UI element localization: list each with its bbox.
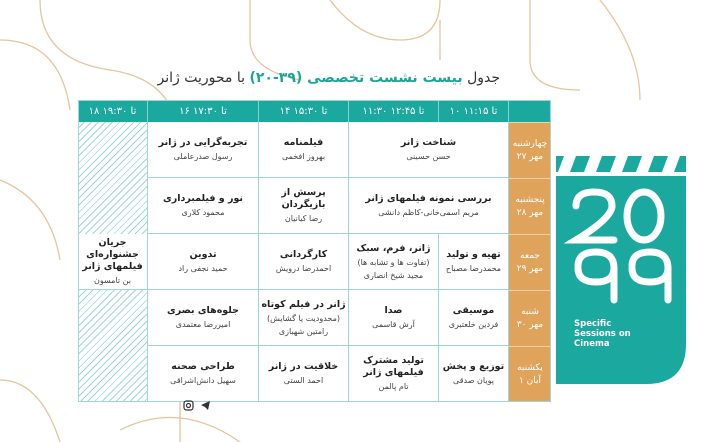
session-cell	[349, 346, 439, 402]
title-prefix: جدول	[467, 70, 500, 86]
day-label	[509, 290, 551, 346]
time-header: ۱۰ تا ۱۱:۱۵	[439, 100, 509, 122]
session-speaker: امیررضا معتمدی	[175, 320, 231, 329]
day-label	[509, 234, 551, 290]
session-cell	[148, 346, 259, 402]
session-title: صدا	[384, 305, 403, 316]
session-cell	[439, 234, 509, 290]
session-title: تهیه و تولید	[446, 249, 501, 260]
session-speaker: رسول صدرعاملی	[173, 152, 233, 161]
session-speaker: محمدرضا مصباح	[445, 264, 502, 273]
day-date: ۲۹ مهر	[516, 263, 544, 274]
day-label	[509, 122, 551, 178]
session-cell	[439, 346, 509, 402]
session-cell	[78, 234, 148, 290]
session-speaker: رضا کیانیان	[284, 214, 323, 223]
day-name: پنجشنبه	[515, 194, 545, 205]
social-links	[183, 400, 211, 411]
session-title: ژانر در فیلم کوتاه	[261, 298, 346, 310]
day-label	[509, 178, 551, 234]
day-date: ۱ آبان	[518, 375, 542, 386]
session-speaker: تام پالمن	[378, 382, 409, 391]
session-title: توزیع و پخش	[442, 361, 505, 372]
session-cell	[259, 178, 349, 234]
session-cell	[349, 178, 509, 234]
session-title: نور و فیلمبرداری	[163, 193, 243, 204]
session-title: ژانر، فرم، سبک	[356, 242, 431, 254]
session-speaker: آرش قاسمی	[372, 320, 415, 329]
page-title	[120, 70, 500, 92]
time-header: ۱۶ تا ۱۷:۳۰	[148, 100, 259, 122]
session-title: جریان جشنواره‌ای فیلمهای ژانر	[82, 237, 143, 272]
session-speaker: مریم اسمی‌خانی-کاظم دانشی	[378, 208, 479, 217]
session-title: تدوین	[189, 249, 217, 260]
session-title: پرسش از بازیگردان	[281, 187, 326, 210]
time-header: ۱۴ تا ۱۵:۳۰	[259, 100, 349, 122]
instagram-icon[interactable]	[183, 400, 194, 411]
session-speaker: حمید نجفی راد	[178, 264, 228, 273]
day-name: جمعه	[520, 250, 540, 261]
session-cell	[148, 234, 259, 290]
session-speaker: مجید شیخ انصاری	[363, 270, 424, 280]
day-date: ۳۰ مهر	[516, 319, 544, 330]
corner-header	[509, 100, 551, 122]
session-cell	[259, 122, 349, 178]
session-speaker: احمد الستی	[283, 376, 324, 385]
session-speaker: سهیل دانش‌اشراقی	[170, 376, 236, 385]
logo-caption	[574, 319, 631, 349]
day-name: شنبه	[521, 306, 539, 317]
session-title: موسیقی	[452, 305, 495, 316]
session-cell	[148, 290, 259, 346]
session-title: فیلمنامه	[283, 137, 324, 148]
session-title: بررسی نمونه فیلمهای ژانر	[365, 193, 492, 204]
session-speaker: رامتین شهبازی	[278, 326, 329, 336]
session-subtitle: (محدودیت یا گشایش)	[267, 313, 340, 323]
day-label	[509, 346, 551, 402]
session-cell	[259, 346, 349, 402]
schedule-table	[78, 100, 551, 402]
session-speaker: احمدرضا درویش	[275, 264, 332, 273]
session-cell	[349, 290, 439, 346]
session-title: تجربه‌گرایی در ژانر	[158, 137, 248, 148]
session-cell	[349, 234, 439, 290]
session-cell	[259, 290, 349, 346]
day-date: ۲۷ مهر	[516, 151, 544, 162]
session-speaker: پویان صدقی	[453, 376, 494, 385]
session-cell	[148, 178, 259, 234]
logo-line: Cinema	[574, 339, 610, 349]
session-subtitle: (تفاوت ها و تشابه ها)	[357, 257, 430, 267]
session-cell	[439, 290, 509, 346]
session-speaker: محمود کلاری	[181, 208, 225, 217]
session-speaker: بهروز افخمی	[281, 152, 326, 161]
session-cell	[259, 234, 349, 290]
logo-line: Sessions on	[574, 329, 631, 339]
session-title: طراحی صحنه	[171, 361, 235, 372]
logo-line: Specific	[574, 319, 612, 329]
session-title: خلاقیت در ژانر	[268, 361, 339, 372]
day-date: ۲۸ مهر	[516, 207, 544, 218]
title-suffix: با محوریت ژانر	[157, 70, 246, 86]
title-highlight: بیست نشست تخصصی (۳۹-۲۰)	[249, 70, 463, 86]
session-title: کارگردانی	[279, 249, 328, 260]
session-speaker: حسن حسینی	[406, 152, 451, 161]
telegram-icon[interactable]	[200, 400, 211, 411]
day-name: یکشنبه	[517, 362, 543, 373]
time-header: ۱۸ تا ۱۹:۳۰	[78, 100, 148, 122]
session-cell	[349, 122, 509, 178]
session-title: شناخت ژانر	[400, 137, 457, 148]
session-title: جلوه‌های بصری	[166, 305, 239, 316]
session-speaker: بن تامسون	[94, 276, 131, 285]
time-header: ۱۱:۳۰ تا ۱۲:۴۵	[349, 100, 439, 122]
session-cell	[148, 122, 259, 178]
session-title: تولید مشترک فیلمهای ژانر	[363, 355, 424, 378]
day-name: چهارشنبه	[512, 138, 548, 149]
session-speaker: فردین خلعتبری	[448, 320, 499, 329]
